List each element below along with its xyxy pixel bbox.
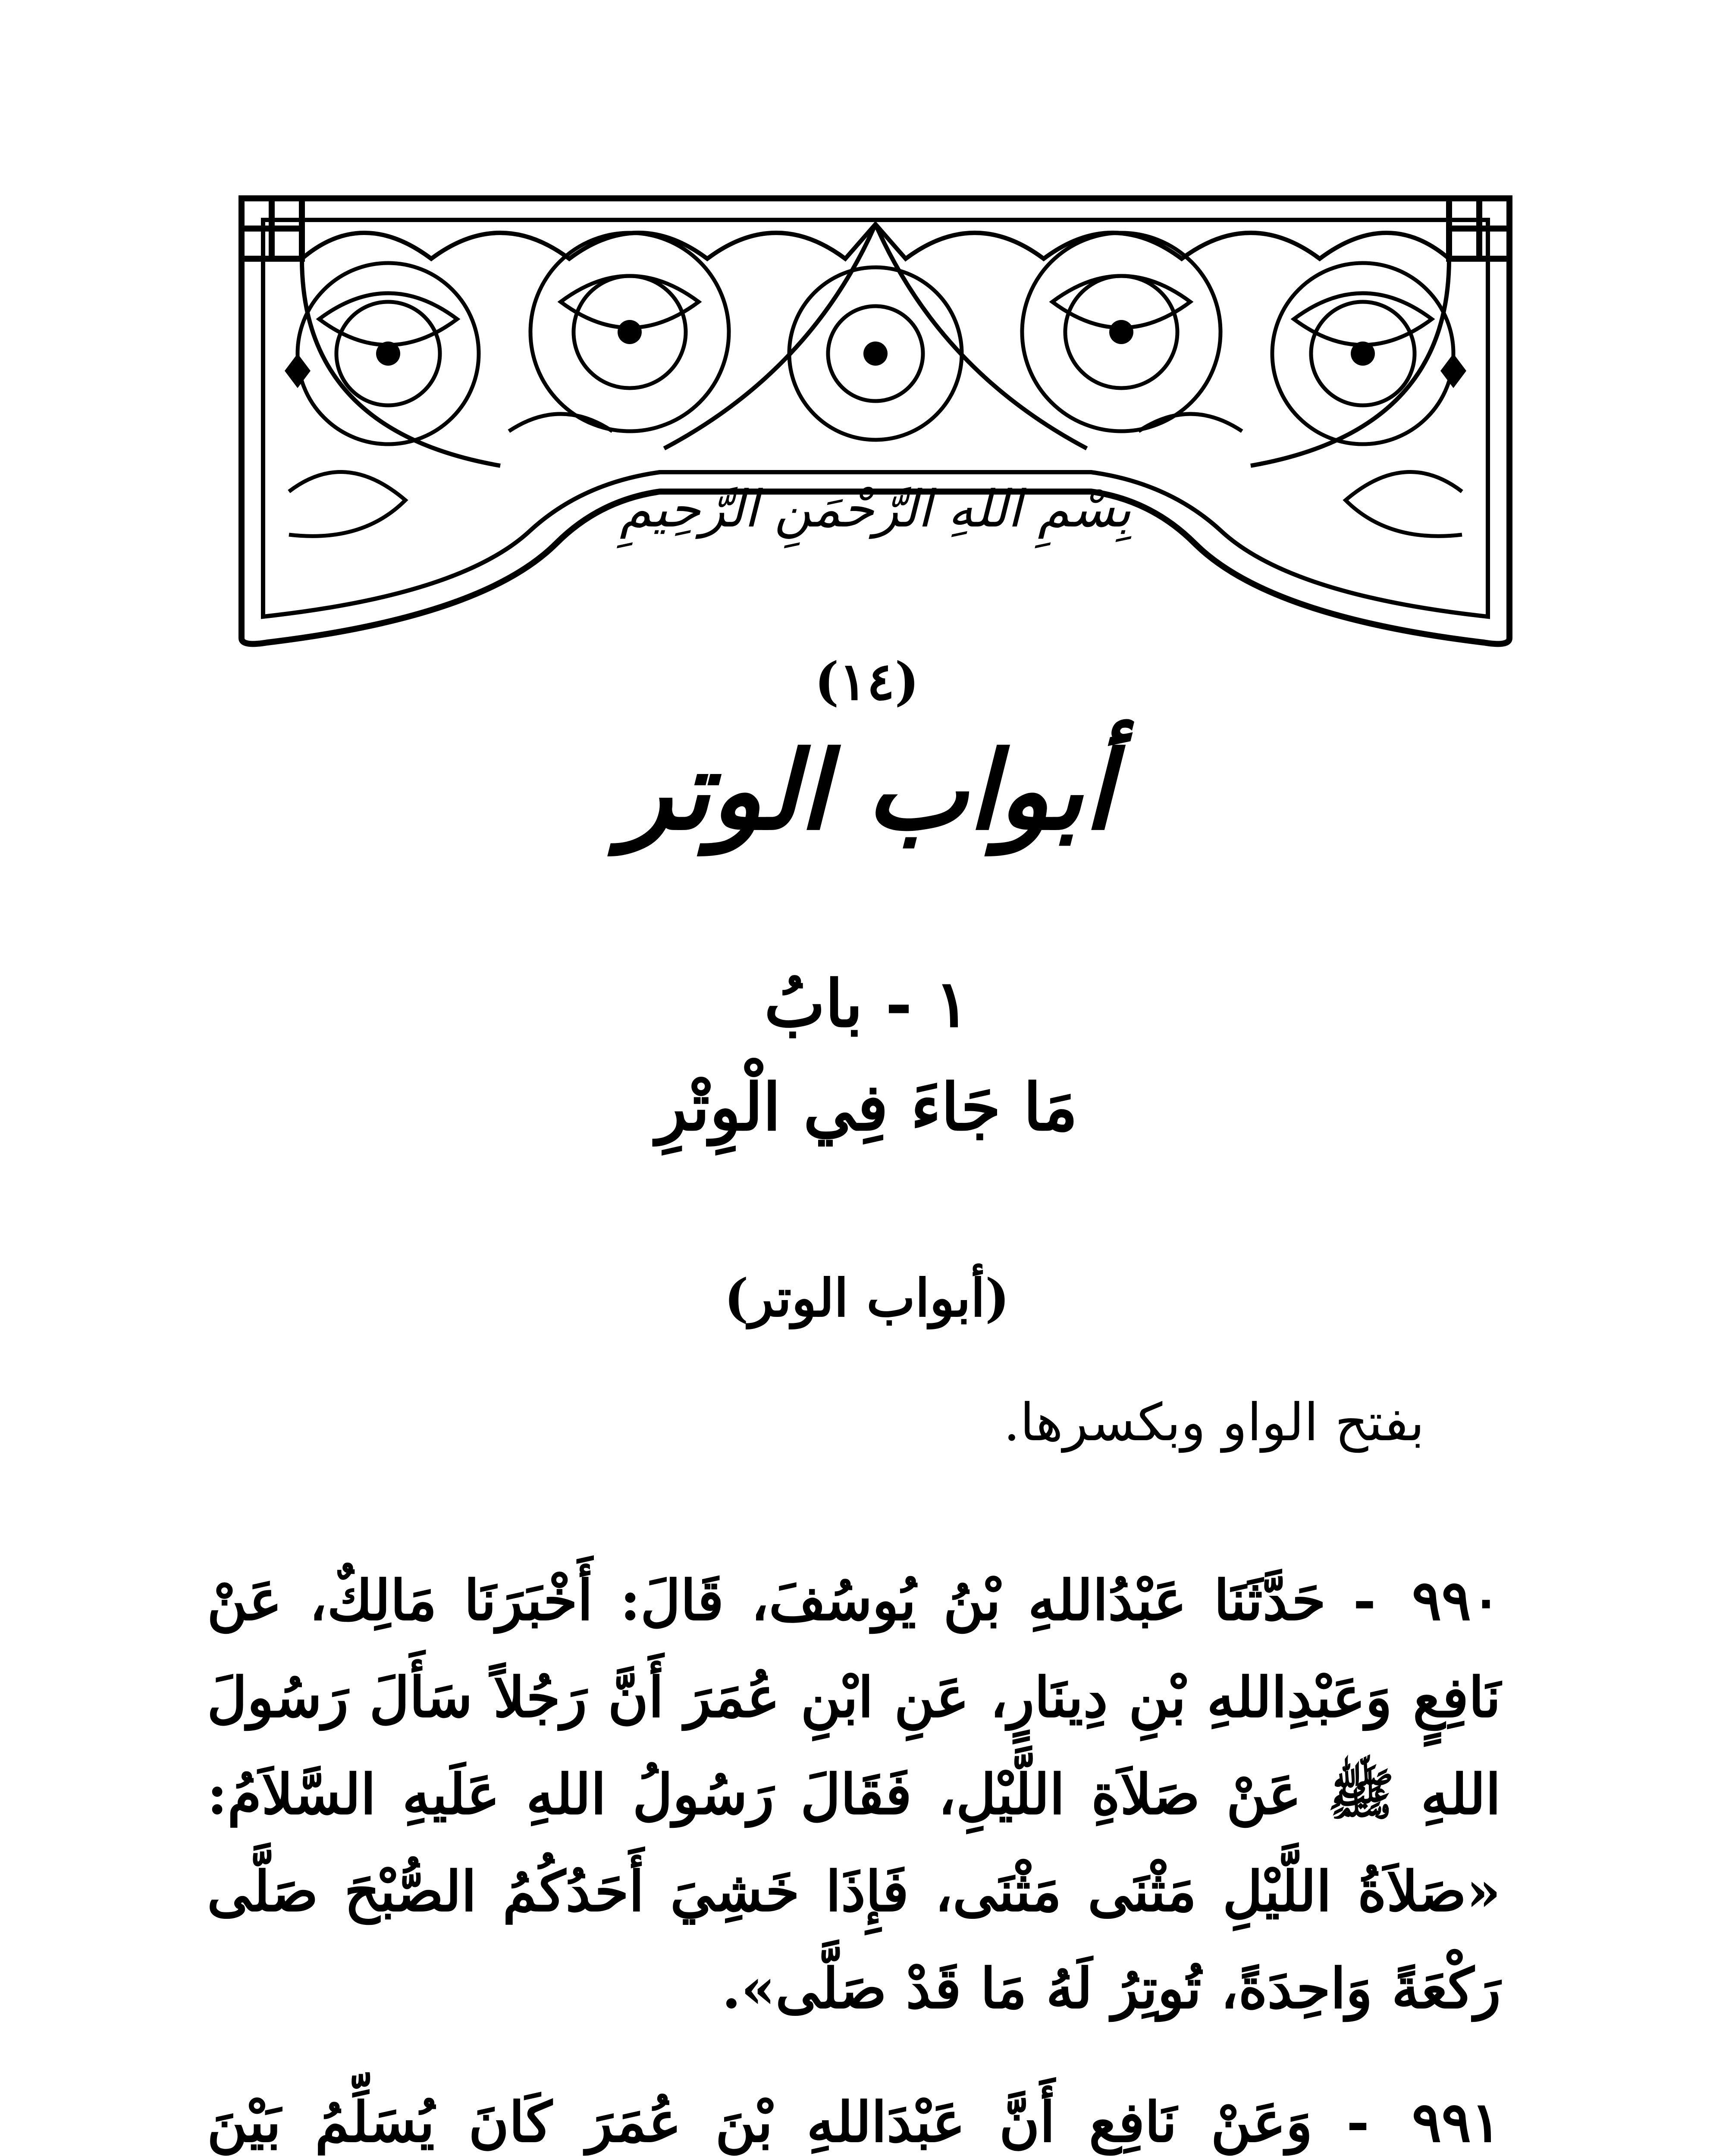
hadith-text: - وَعَنْ نَافِعٍ أَنَّ عَبْدَاللهِ بْنَ عُمَرَ كَانَ يُسَلِّمُ بَيْنَ	[207, 2090, 1370, 2155]
chapter-title: أبواب الوتر	[620, 727, 1114, 854]
hadith-number: ٩٩١	[1412, 2090, 1501, 2155]
hadith-991	[207, 2074, 1501, 2156]
hadith-number: ٩٩٠	[1412, 1568, 1501, 1633]
chapter-number: (١٤)	[814, 651, 919, 712]
hadith-text: - حَدَّثَنَا عَبْدُاللهِ بْنُ يُوسُفَ، قَالَ: أَخْبَرَنَا مَالِكٌ، عَنْ نَافِعٍ وَعَبْدِاللهِ بْنِ دِينَارٍ، عَنِ ابْنِ عُمَرَ أَنَّ رَجُلاً سَأَلَ رَسُولَ اللهِ ﷺ عَنْ صَلاَةِ اللَّيْلِ، فَقَالَ رَسُولُ اللهِ عَلَيهِ السَّلاَمُ: «صَلاَةُ اللَّيْلِ مَثْنَى مَثْنَى، فَإِذَا خَشِيَ أَحَدُكُمُ الصُّبْحَ صَلَّى رَكْعَةً وَاحِدَةً، تُوتِرُ لَهُ مَا قَدْ صَلَّى».	[207, 1568, 1501, 2021]
section-title: مَا جَاءَ فِي الْوِتْرِ	[656, 1069, 1078, 1145]
ornamental-header-frame	[233, 190, 1518, 655]
commentary-text: بفتح الواو وبكسرها.	[1003, 1393, 1424, 1453]
basmala: بِسْمِ اللهِ الرَّحْمَنِ الرَّحِيمِ	[620, 479, 1131, 539]
hadith-990	[207, 1552, 1501, 2037]
commentary-heading: (أبواب الوتر)	[724, 1268, 1010, 1329]
section-label: ١ - بابُ	[764, 966, 969, 1042]
